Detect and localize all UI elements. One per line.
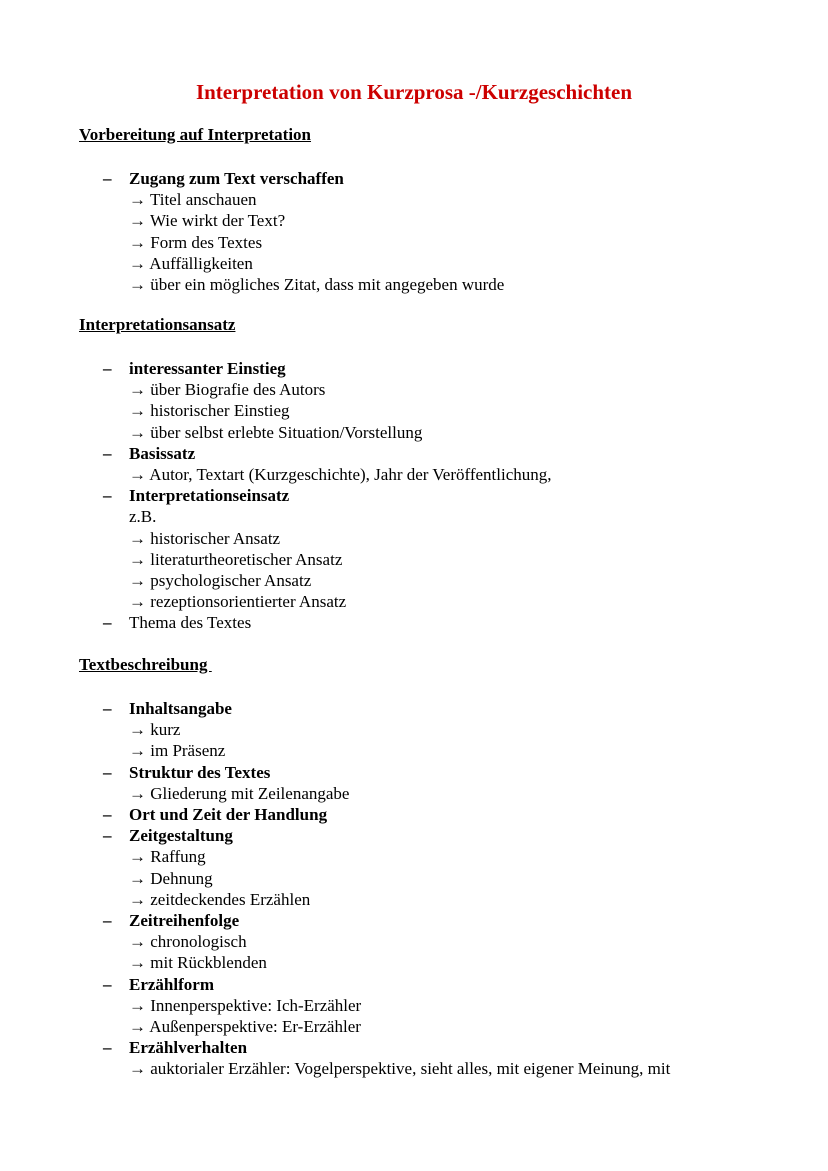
list-bullet-dash: – [103, 699, 112, 718]
list-item-label: Thema des Textes [129, 613, 252, 633]
list-bullet-dash: – [103, 443, 112, 463]
list-item-detail: → historischer Ansatz [129, 528, 281, 548]
list-item-detail: → Autor, Textart (Kurzgeschichte), Jahr der Veröffentlichung, [129, 465, 552, 484]
list-item-detail: → im Präsenz [129, 741, 226, 761]
list-item-detail: → historischer Einstieg [129, 401, 290, 421]
section-heading: Interpretationsansatz [79, 315, 236, 334]
list-item-detail: → Wie wirkt der Text? [129, 211, 286, 231]
document-title: Interpretation von Kurzprosa -/Kurzgeschichten [195, 80, 633, 104]
list-item-label: Ort und Zeit der Handlung [129, 805, 328, 824]
list-item-detail: z.B. [129, 507, 157, 527]
list-bullet-dash: – [103, 1038, 112, 1058]
list-item-label: Erzählform [129, 974, 214, 994]
list-item-detail: → rezeptionsorientierter Ansatz [129, 592, 347, 612]
list-item-detail: → psychologischer Ansatz [129, 571, 312, 590]
list-item-label: interessanter Einstieg [129, 359, 286, 378]
list-bullet-dash: – [103, 762, 112, 782]
list-bullet-dash: – [103, 974, 112, 994]
list-item-detail: → literaturtheoretischer Ansatz [129, 549, 343, 569]
list-item-label: Zeitgestaltung [129, 826, 233, 846]
list-bullet-dash: – [103, 911, 112, 930]
list-item-detail: → Raffung [129, 847, 206, 867]
list-item-label: Inhaltsangabe [129, 699, 232, 718]
list-item-detail: → Titel anschauen [129, 190, 257, 210]
list-item-detail: → über Biografie des Autors [129, 380, 326, 400]
list-item-detail: → Innenperspektive: Ich-Erzähler [129, 995, 362, 1015]
list-bullet-dash: – [103, 613, 112, 633]
list-item-detail: → zeitdeckendes Erzählen [129, 889, 311, 909]
list-item-label: Zugang zum Text verschaffen [129, 169, 344, 188]
section-heading: Textbeschreibung [79, 655, 212, 674]
list-item-label: Zeitreihenfolge [129, 911, 240, 930]
list-item-detail: → Auffälligkeiten [129, 253, 253, 273]
section-heading: Vorbereitung auf Interpretation [79, 125, 312, 144]
list-bullet-dash: – [103, 359, 112, 378]
list-item-detail: → Gliederung mit Zeilenangabe [129, 783, 350, 803]
list-item-label: Erzählverhalten [129, 1038, 248, 1058]
list-item-detail: → über ein mögliches Zitat, dass mit angegeben wurde [129, 275, 505, 294]
list-item-detail: → Außenperspektive: Er-Erzähler [129, 1017, 361, 1036]
list-bullet-dash: – [103, 805, 112, 824]
list-bullet-dash: – [103, 486, 112, 506]
list-bullet-dash: – [103, 169, 112, 188]
list-item-label: Basissatz [129, 443, 196, 463]
list-item-label: Interpretationseinsatz [129, 486, 290, 506]
list-bullet-dash: – [103, 826, 112, 846]
list-item-detail: → Form des Textes [129, 232, 263, 252]
list-item-detail: → kurz [129, 720, 181, 740]
list-item-detail: → chronologisch [129, 932, 247, 952]
list-item-detail: → mit Rückblenden [129, 953, 267, 973]
list-item-detail: → Dehnung [129, 868, 213, 888]
list-item-detail: → über selbst erlebte Situation/Vorstellung [129, 422, 423, 442]
list-item-detail: → auktorialer Erzähler: Vogelperspektive, sieht alles, mit eigener Meinung, mit [129, 1059, 671, 1079]
list-item-label: Struktur des Textes [129, 762, 271, 782]
